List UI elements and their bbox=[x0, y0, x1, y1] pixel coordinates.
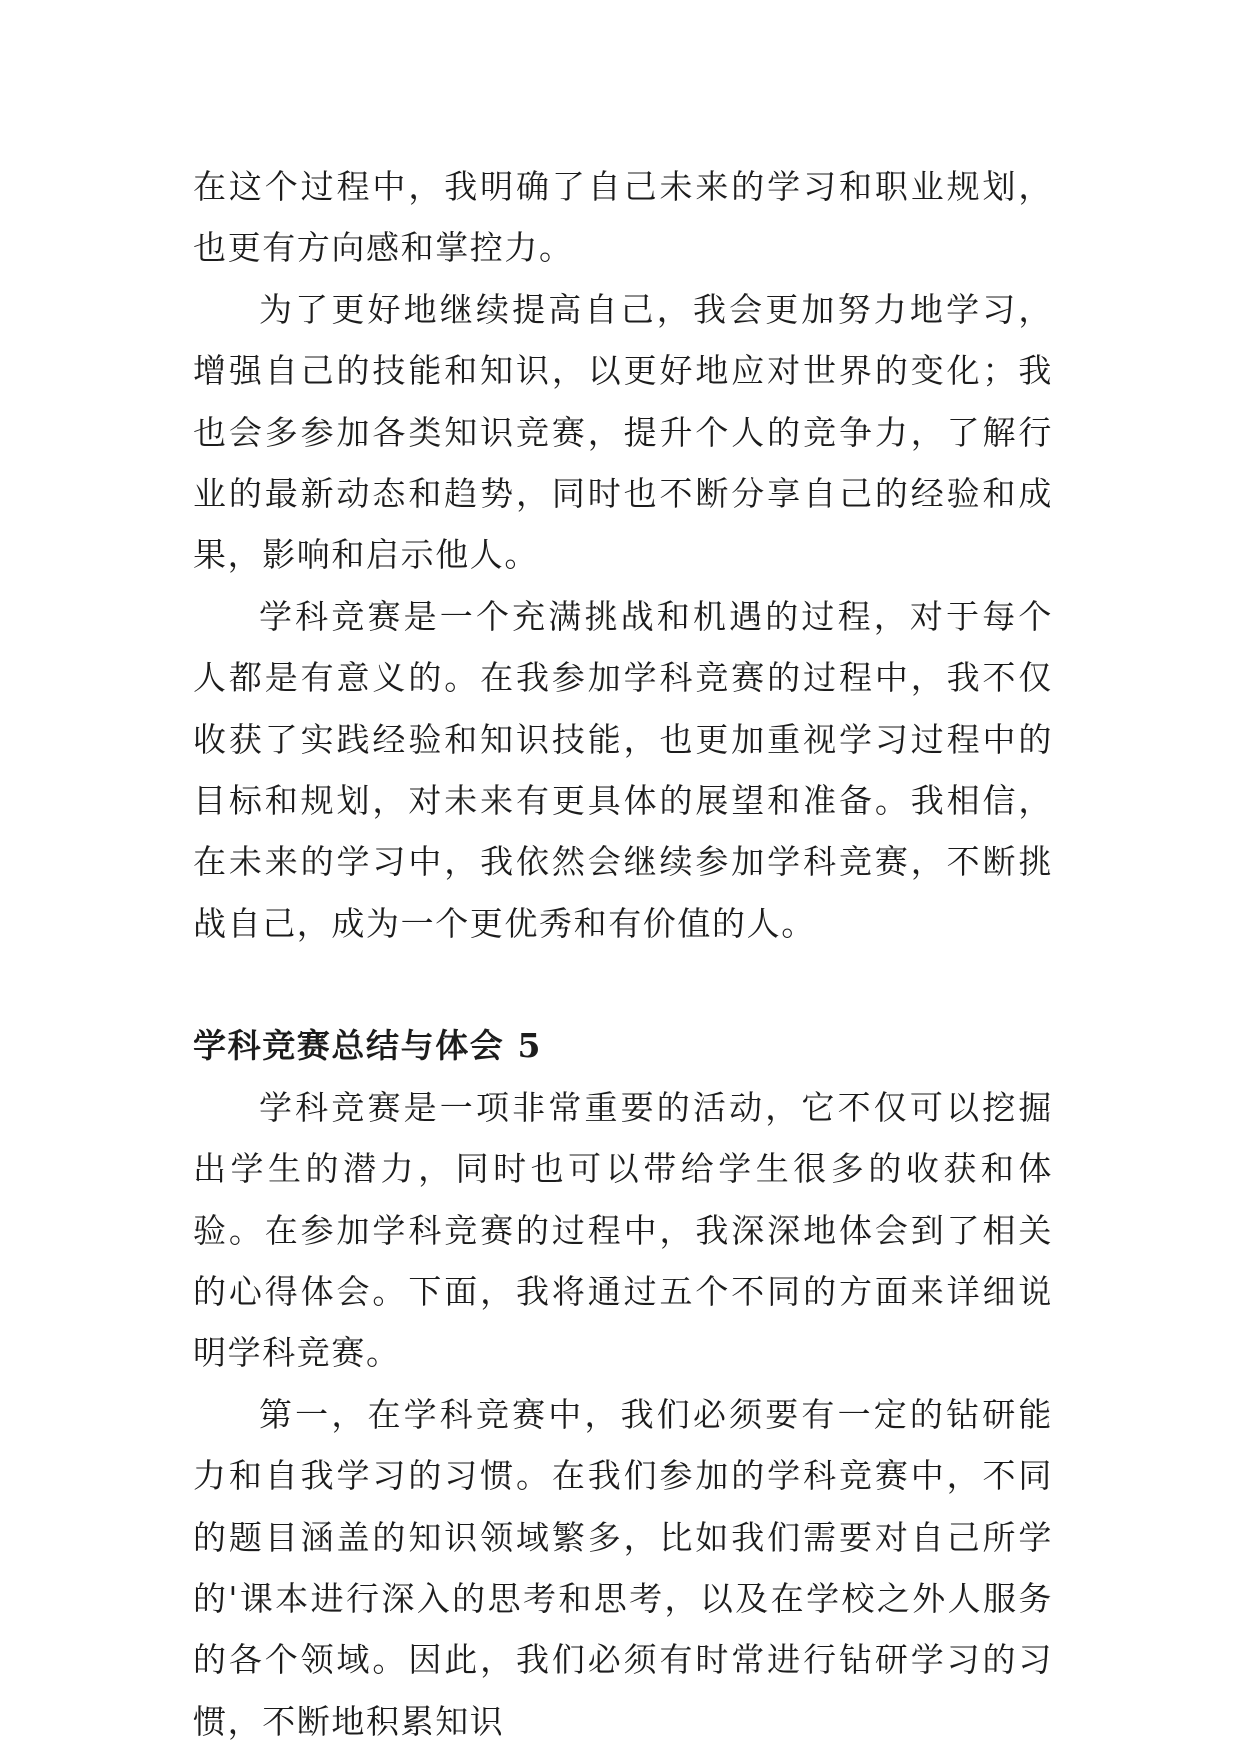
paragraph-5: 第一，在学科竞赛中，我们必须要有一定的钻研能力和自我学习的习惯。在我们参加的学科竞赛中，不同的题目涵盖的知识领域繁多，比如我们需要对自己所学的'课本进行深入的思考和思考，以及在学校之外人服务的各个领域。因此，我们必须有时常进行钻研学习的习惯，不断地积累知识 bbox=[193, 1394, 1053, 1741]
paragraph-4: 学科竞赛是一项非常重要的活动，它不仅可以挖掘出学生的潜力，同时也可以带给学生很多的收获和体验。在参加学科竞赛的过程中，我深深地体会到了相关的心得体会。下面，我将通过五个不同的方面来详细说明学科竞赛。 bbox=[193, 1087, 1053, 1373]
section-title: 学科竞赛总结与体会 5 bbox=[193, 1026, 543, 1066]
paragraph-2: 为了更好地继续提高自己，我会更加努力地学习，增强自己的技能和知识，以更好地应对世界的变化；我也会多参加各类知识竞赛，提升个人的竞争力，了解行业的最新动态和趋势，同时也不断分享自己的经验和成果，影响和启示他人。 bbox=[193, 289, 1053, 575]
document-body bbox=[193, 156, 1053, 1752]
paragraph-1: 在这个过程中，我明确了自己未来的学习和职业规划，也更有方向感和掌控力。 bbox=[193, 167, 1053, 268]
paragraph-3: 学科竞赛是一个充满挑战和机遇的过程，对于每个人都是有意义的。在我参加学科竞赛的过程中，我不仅收获了实践经验和知识技能，也更加重视学习过程中的目标和规划，对未来有更具体的展望和准备。我相信，在未来的学习中，我依然会继续参加学科竞赛，不断挑战自己，成为一个更优秀和有价值的人。 bbox=[193, 596, 1053, 943]
